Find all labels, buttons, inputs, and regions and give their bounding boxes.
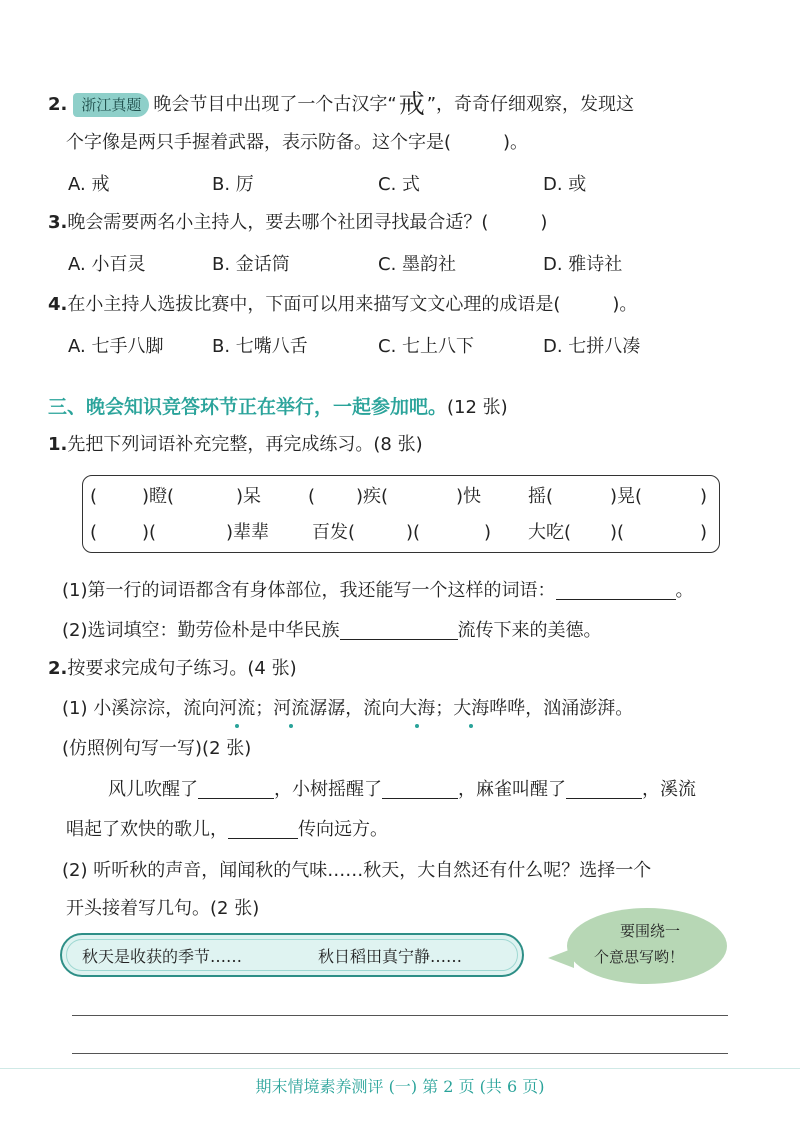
s3q1-sub1-end: 。 bbox=[675, 580, 694, 601]
imitation-line1 bbox=[108, 777, 696, 803]
q2-source-tag: 浙江真题 bbox=[73, 93, 149, 117]
word-r1-seg2: )瞪( bbox=[142, 486, 175, 507]
q4-option-d[interactable]: D. 七拼八凑 bbox=[543, 336, 641, 357]
bubble-text-2: 个意思写哟！ bbox=[594, 948, 685, 966]
word-r1-seg3: )呆 bbox=[236, 486, 262, 507]
q3-text: 晚会需要两名小主持人，要去哪个社团寻找最合适？( bbox=[67, 212, 489, 233]
q4-option-b[interactable]: B. 七嘴八舌 bbox=[212, 336, 308, 357]
example-part-5: 哗哗，汹涌澎湃。 bbox=[489, 698, 634, 719]
q3-option-d[interactable]: D. 雅诗社 bbox=[543, 254, 623, 275]
word-r2-seg1: ( bbox=[90, 522, 98, 543]
fill-blank-3[interactable] bbox=[566, 778, 642, 799]
word-r1-seg7: 摇( bbox=[528, 486, 554, 507]
q2-option-d[interactable]: D. 或 bbox=[543, 174, 587, 195]
fill-blank-4[interactable] bbox=[228, 818, 298, 839]
word-r1-seg8: )晃( bbox=[610, 486, 643, 507]
q2-text-d: )。 bbox=[503, 132, 529, 153]
page-footer: 期末情境素养测评 (一) 第 2 页 (共 6 页) bbox=[255, 1077, 545, 1096]
fill-text-e: 唱起了欢快的歌儿， bbox=[66, 819, 228, 840]
q4-option-c[interactable]: C. 七上八下 bbox=[378, 336, 475, 357]
q4-option-a[interactable]: A. 七手八脚 bbox=[68, 336, 164, 357]
q2-text-c: 个字像是两只手握着武器，表示防备。这个字是( bbox=[66, 132, 452, 153]
word-r1-seg5: )疾( bbox=[356, 486, 389, 507]
q2-option-c[interactable]: C. 式 bbox=[378, 174, 421, 195]
s3q1-sub1-text: (1)第一行的词语都含有身体部位，我还能写一个这样的词语： bbox=[62, 580, 556, 601]
word-r2-seg4: 百发( bbox=[312, 522, 356, 543]
example-part-2: ； bbox=[255, 698, 274, 719]
example-part-4: ； bbox=[435, 698, 454, 719]
s3q1-text: 先把下列词语补充完整，再完成练习。(8 张) bbox=[67, 434, 423, 455]
writing-line-2[interactable] bbox=[72, 1053, 728, 1054]
word-r2-seg6: ) bbox=[484, 522, 492, 543]
q2-text-a: 晚会节目中出现了一个古汉字“ bbox=[153, 94, 397, 115]
s3q1-sub2-blank[interactable] bbox=[340, 619, 458, 640]
word-r2-seg7: 大吃( bbox=[528, 522, 572, 543]
fill-text-d: ，溪流 bbox=[642, 779, 696, 800]
q4-number: 4. bbox=[48, 294, 68, 315]
s3q2-line bbox=[48, 656, 297, 682]
s3q1-line bbox=[48, 432, 423, 458]
word-r2-seg5: )( bbox=[406, 522, 421, 543]
s3q1-number: 1. bbox=[48, 434, 68, 455]
q4-text-end: )。 bbox=[612, 294, 638, 315]
fill-text-a: 风儿吹醒了 bbox=[108, 779, 198, 800]
ancient-character-glyph: 戒 bbox=[398, 90, 425, 120]
emphasis-sea-1: 大海 bbox=[399, 696, 435, 722]
q4-line bbox=[48, 292, 637, 318]
prompt-option-1[interactable]: 秋天是收获的季节…… bbox=[82, 947, 243, 966]
example-part-1: (1) 小溪淙淙，流向 bbox=[62, 698, 220, 719]
emphasis-river-1: 河流 bbox=[219, 696, 255, 722]
s3q1-sub1 bbox=[62, 578, 694, 604]
fill-blank-2[interactable] bbox=[382, 778, 458, 799]
q2-number: 2. bbox=[48, 94, 68, 115]
word-r1-seg6: )快 bbox=[456, 486, 482, 507]
q3-option-c[interactable]: C. 墨韵社 bbox=[378, 254, 457, 275]
s3q1-sub2-text-a: (2)选词填空：勤劳俭朴是中华民族 bbox=[62, 620, 340, 641]
q3-text-end: ) bbox=[540, 212, 548, 233]
fill-text-c: ，麻雀叫醒了 bbox=[458, 779, 566, 800]
s3q2-sub2-line2: 开头接着写几句。(2 张) bbox=[66, 898, 260, 919]
q3-option-b[interactable]: B. 金话筒 bbox=[212, 254, 290, 275]
s3q2-number: 2. bbox=[48, 658, 68, 679]
s3q1-sub2-text-b: 流传下来的美德。 bbox=[457, 620, 602, 641]
section3-score: (12 张) bbox=[447, 397, 508, 418]
writing-line-1[interactable] bbox=[72, 1015, 728, 1016]
q3-option-a[interactable]: A. 小百灵 bbox=[68, 254, 146, 275]
bubble-text-1: 要围绕一 bbox=[620, 922, 681, 940]
fill-blank-1[interactable] bbox=[198, 778, 274, 799]
word-r2-seg3: )辈辈 bbox=[226, 522, 270, 543]
s3q2-text: 按要求完成句子练习。(4 张) bbox=[67, 658, 297, 679]
q2-option-a[interactable]: A. 戒 bbox=[68, 174, 110, 195]
word-r2-seg9: ) bbox=[700, 522, 708, 543]
s3q2-sub2-line1: (2) 听听秋的声音，闻闻秋的气味……秋天，大自然还有什么呢？选择一个 bbox=[62, 860, 652, 881]
word-r2-seg2: )( bbox=[142, 522, 157, 543]
q2-text-b: ”，奇奇仔细观察，发现这 bbox=[426, 94, 635, 115]
prompt-option-2[interactable]: 秋日稻田真宁静…… bbox=[318, 947, 463, 966]
imitation-line2 bbox=[66, 817, 388, 843]
q2-line2 bbox=[66, 130, 528, 156]
s3q1-sub2 bbox=[62, 618, 602, 644]
q2-line1 bbox=[48, 92, 634, 118]
s3q2-sub1-instruction: (仿照例句写一写)(2 张) bbox=[62, 738, 252, 759]
q3-number: 3. bbox=[48, 212, 68, 233]
word-r1-seg4: ( bbox=[308, 486, 316, 507]
s3q1-sub1-blank[interactable] bbox=[556, 579, 676, 600]
section3-title: 三、晚会知识竞答环节正在举行，一起参加吧。 bbox=[48, 396, 448, 418]
q4-text: 在小主持人选拔比赛中，下面可以用来描写文文心理的成语是( bbox=[67, 294, 561, 315]
q3-line bbox=[48, 210, 547, 236]
example-part-3: 潺潺，流向 bbox=[309, 698, 400, 719]
emphasis-river-2: 河流 bbox=[273, 696, 309, 722]
fill-text-b: ，小树摇醒了 bbox=[274, 779, 382, 800]
word-r1-seg1: ( bbox=[90, 486, 98, 507]
emphasis-sea-2: 大海 bbox=[453, 696, 489, 722]
fill-text-f: 传向远方。 bbox=[298, 819, 388, 840]
q2-option-b[interactable]: B. 厉 bbox=[212, 174, 254, 195]
section3-heading bbox=[48, 392, 508, 419]
s3q2-sub1-example bbox=[62, 696, 633, 722]
word-r1-seg9: ) bbox=[700, 486, 708, 507]
word-r2-seg8: )( bbox=[610, 522, 625, 543]
